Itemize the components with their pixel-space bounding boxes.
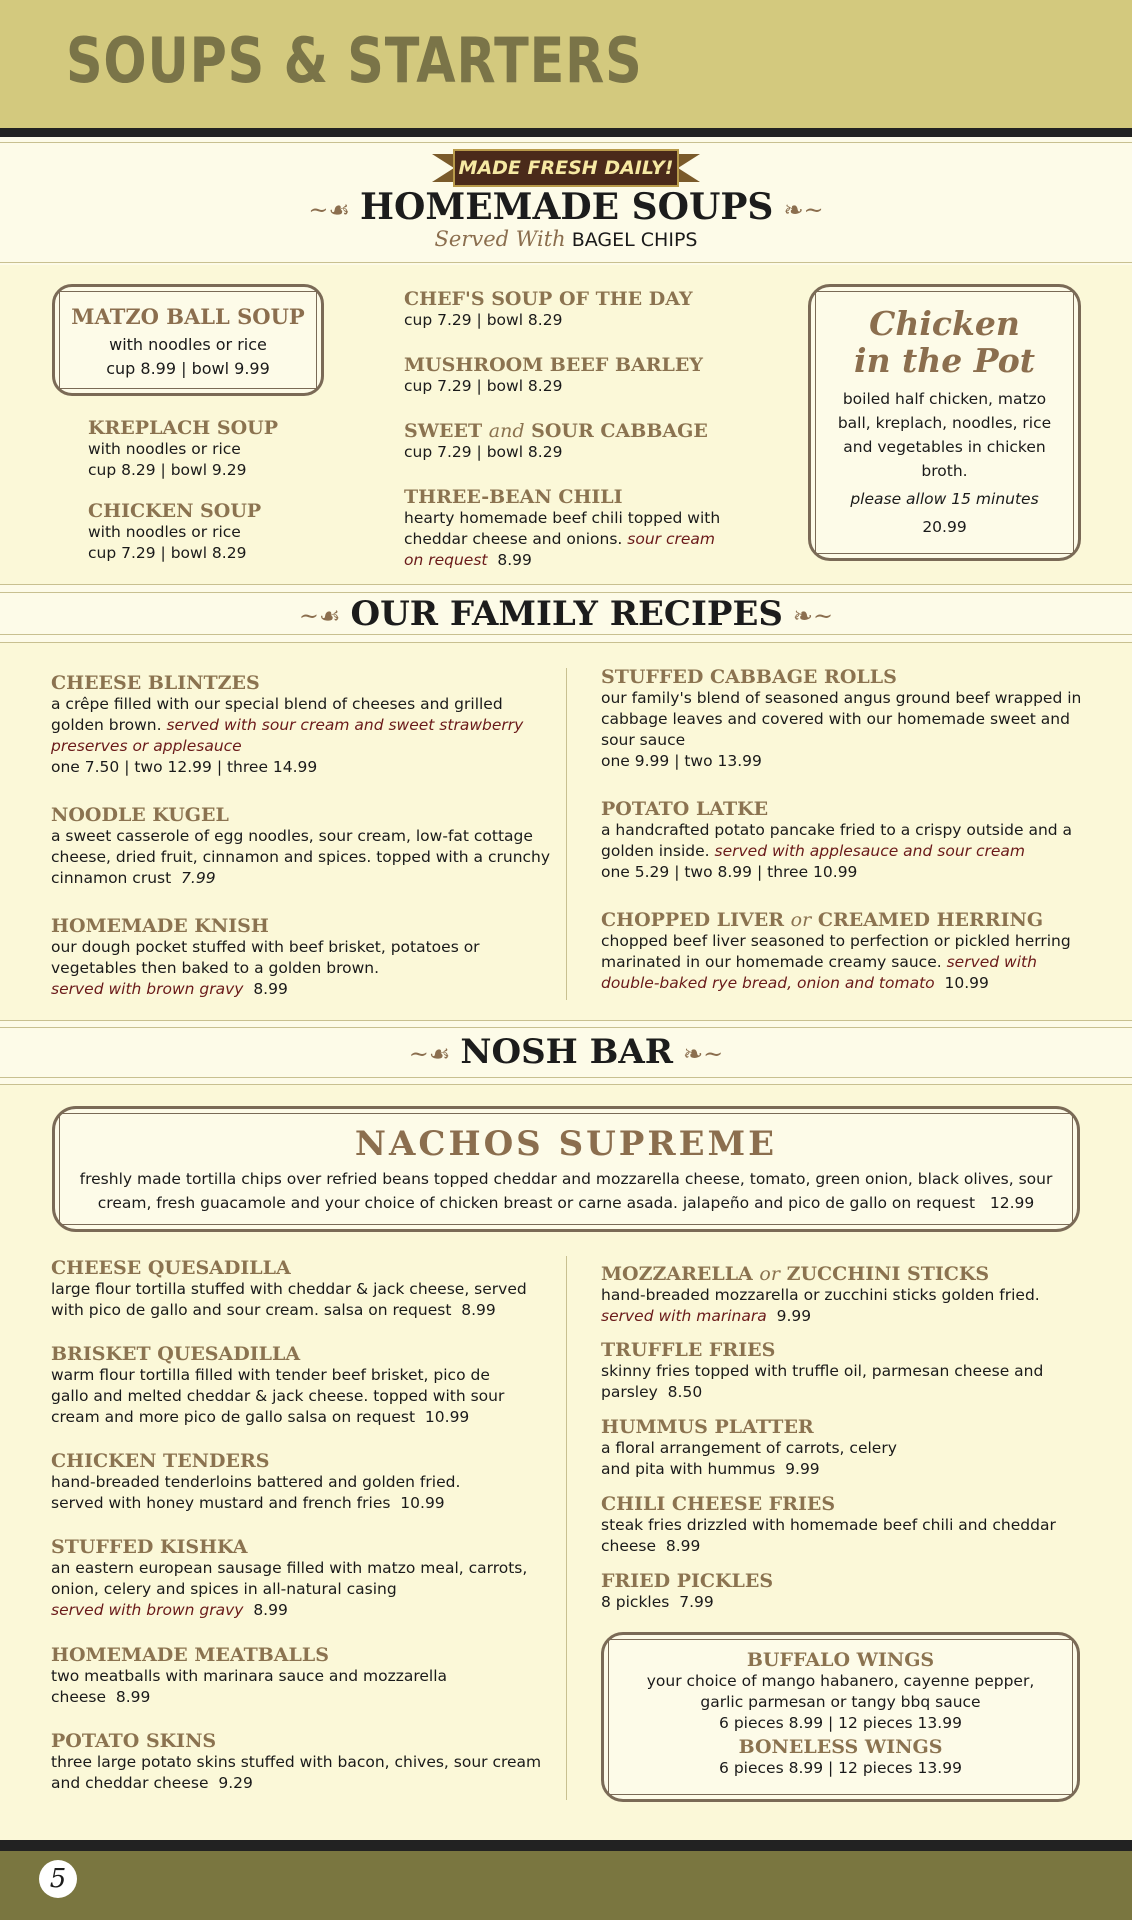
desc-text: steak fries drizzled with homemade beef chili and cheddar cheese xyxy=(601,1516,1056,1555)
desc-text: a handcrafted potato pancake fried to a crispy outside and a golden inside. xyxy=(601,821,1073,860)
item-price: one 9.99 | two 13.99 xyxy=(601,752,762,770)
name-part: CHOPPED LIVER xyxy=(601,909,785,931)
fried-pickles-item xyxy=(601,1570,1081,1613)
nachos-supreme-box xyxy=(52,1106,1080,1232)
item-name: STUFFED KISHKA xyxy=(51,1536,248,1558)
item-desc xyxy=(601,1515,1093,1557)
item-desc: with noodles or rice xyxy=(88,440,241,458)
item-name: CHICKEN TENDERS xyxy=(51,1450,270,1472)
name-joiner: or xyxy=(759,1263,780,1285)
item-name: BRISKET QUESADILLA xyxy=(51,1343,301,1365)
desc-text: hand-breaded tenderloins battered and golden fried. served with honey mustard and french fries xyxy=(51,1473,461,1512)
desc-text: three large potato skins stuffed with bacon, chives, sour cream and cheddar cheese xyxy=(51,1753,542,1792)
item-name: CHICKEN SOUP xyxy=(88,500,262,522)
desc-accent: served with brown gravy xyxy=(51,1601,244,1619)
divider xyxy=(0,1084,1132,1085)
desc-text: two meatballs with marinara sauce and mozzarella cheese xyxy=(51,1667,448,1706)
item-price: 8.99 xyxy=(461,1301,496,1319)
divider xyxy=(0,642,1132,643)
desc-accent: sour cream on request xyxy=(404,530,715,569)
desc-text: our dough pocket stuffed with beef brisket, potatoes or vegetables then baked to a golden brown. xyxy=(51,938,480,977)
divider xyxy=(0,592,1132,593)
chopped-liver-herring-item xyxy=(601,909,1093,994)
item-desc xyxy=(404,508,734,571)
item-price-line xyxy=(601,1306,1093,1327)
divider xyxy=(0,634,1132,635)
nosh-section-title xyxy=(0,1032,1132,1072)
matzo-desc: with noodles or rice xyxy=(109,335,267,354)
divider xyxy=(0,142,1132,143)
divider xyxy=(0,584,1132,585)
item-name: CHEESE QUESADILLA xyxy=(51,1257,291,1279)
item-price: 12.99 xyxy=(989,1194,1035,1212)
desc-text: skinny fries topped with truffle oil, parmesan cheese and parsley xyxy=(601,1362,1044,1401)
homemade-meatballs-item xyxy=(51,1644,471,1708)
item-price: 8.99 xyxy=(665,1537,701,1555)
desc-text: a floral arrangement of carrots, celery and pita with hummus xyxy=(601,1439,897,1478)
name-joiner: or xyxy=(790,909,812,931)
desc-text: a crêpe filled with our special blend of cheeses and grilled golden brown. xyxy=(51,695,503,734)
desc-text: chopped beef liver seasoned to perfection or pickled herring marinated in our homemade creamy sauce. xyxy=(601,932,1071,971)
item-price: one 7.50 | two 12.99 | three 14.99 xyxy=(51,758,318,776)
item-name: HOMEMADE MEATBALLS xyxy=(51,1644,329,1666)
item-name xyxy=(404,420,744,442)
item-price: 9.99 xyxy=(776,1307,812,1325)
item-price: 7.99 xyxy=(679,1593,714,1611)
item-desc xyxy=(51,1558,545,1621)
chefs-soup-item xyxy=(404,288,744,331)
mozzarella-zucchini-sticks-item xyxy=(601,1263,1093,1327)
desc-accent: served with applesauce and sour cream xyxy=(714,842,1025,860)
item-price: cup 7.29 | bowl 8.29 xyxy=(404,311,563,329)
family-section-title xyxy=(0,594,1132,634)
item-name: FRIED PICKLES xyxy=(601,1570,774,1592)
item-price: 9.99 xyxy=(785,1460,820,1478)
item-desc xyxy=(51,1365,521,1428)
footer-rule xyxy=(0,1840,1132,1851)
item-name: POTATO LATKE xyxy=(601,798,769,820)
item-price: 8.50 xyxy=(667,1383,703,1401)
item-name: KREPLACH SOUP xyxy=(88,417,278,439)
swash-right-icon: ❧~ xyxy=(792,602,834,630)
stuffed-cabbage-rolls-item xyxy=(601,666,1087,772)
item-desc xyxy=(601,931,1093,994)
pot-title-line2: in the Pot xyxy=(854,341,1035,380)
swash-right-icon: ❧~ xyxy=(783,196,824,224)
divider xyxy=(0,1020,1132,1021)
item-desc xyxy=(51,1279,545,1321)
item-price: 9.29 xyxy=(218,1774,253,1792)
name-part: SOUR CABBAGE xyxy=(531,420,708,442)
ribbon-label: MADE FRESH DAILY! xyxy=(458,157,674,179)
item-desc xyxy=(51,1472,471,1514)
item-price: 10.99 xyxy=(400,1494,445,1512)
item-price: cup 7.29 | bowl 8.29 xyxy=(404,377,563,395)
item-desc xyxy=(601,1592,1081,1613)
desc-text: 8 pickles xyxy=(601,1593,670,1611)
item-name: NOODLE KUGEL xyxy=(51,804,229,826)
item-name: TRUFFLE FRIES xyxy=(601,1339,776,1361)
item-price: cup 7.29 | bowl 8.29 xyxy=(404,443,563,461)
nosh-column-divider xyxy=(566,1256,567,1800)
divider xyxy=(0,262,1132,263)
item-price: 10.99 xyxy=(424,1408,470,1426)
page-title: SOUPS & STARTERS xyxy=(66,24,643,97)
pot-note: please allow 15 minutes xyxy=(850,490,1039,508)
swash-left-icon: ~☙ xyxy=(308,196,350,224)
matzo-price: cup 8.99 | bowl 9.99 xyxy=(106,359,270,378)
swash-left-icon: ~☙ xyxy=(298,602,341,630)
item-name: CHEESE BLINTZES xyxy=(51,672,260,694)
potato-skins-item xyxy=(51,1730,545,1794)
item-desc: hand-breaded mozzarella or zucchini sticks golden fried. xyxy=(601,1286,1040,1304)
desc-text: an eastern european sausage filled with matzo meal, carrots, onion, celery and spices in all-natural casing xyxy=(51,1559,528,1598)
desc-accent: served with double-baked rye bread, onion and tomato xyxy=(601,953,1037,992)
wings-price: 6 pieces 8.99 | 12 pieces 13.99 xyxy=(719,1714,962,1732)
soups-section-title xyxy=(0,186,1132,228)
item-desc xyxy=(51,694,545,757)
sweet-sour-cabbage-item xyxy=(404,420,744,463)
truffle-fries-item xyxy=(601,1339,1081,1403)
boneless-wings-name: BONELESS WINGS xyxy=(738,1736,943,1758)
header-rule xyxy=(0,128,1132,137)
chicken-in-the-pot-box xyxy=(808,284,1081,561)
pot-title-line1: Chicken xyxy=(869,304,1020,343)
item-desc xyxy=(601,1361,1081,1403)
family-column-divider xyxy=(566,668,567,1000)
desc-text: a sweet casserole of egg noodles, sour cream, low-fat cottage cheese, dried fruit, cinnamon and spices. topped with a crunchy cinnamon crust xyxy=(51,827,551,887)
wings-box xyxy=(601,1632,1080,1802)
desc-accent: served with marinara xyxy=(601,1307,767,1325)
item-price: 7.99 xyxy=(181,869,216,887)
potato-latke-item xyxy=(601,798,1093,883)
item-name: STUFFED CABBAGE ROLLS xyxy=(601,666,897,688)
pot-desc: boiled half chicken, matzo ball, kreplach, noodles, rice and vegetables in chicken broth. xyxy=(837,390,1052,480)
family-title-text: OUR FAMILY RECIPES xyxy=(350,594,783,634)
soups-title-text: HOMEMADE SOUPS xyxy=(359,186,774,228)
pot-price: 20.99 xyxy=(922,518,967,536)
served-with-script: Served With xyxy=(434,227,566,251)
desc-text: hearty homemade beef chili topped with cheddar cheese and onions. xyxy=(404,509,721,548)
footer-band xyxy=(0,1851,1132,1920)
hummus-platter-item xyxy=(601,1416,921,1480)
name-part: SWEET xyxy=(404,420,483,442)
wings-desc: your choice of mango habanero, cayenne pepper, garlic parmesan or tangy bbq sauce xyxy=(646,1672,1035,1711)
item-name: HUMMUS PLATTER xyxy=(601,1416,814,1438)
item-name: CHEF'S SOUP OF THE DAY xyxy=(404,288,693,310)
item-name: THREE-BEAN CHILI xyxy=(404,486,623,508)
served-with-line xyxy=(0,227,1132,251)
item-price: one 5.29 | two 8.99 | three 10.99 xyxy=(601,863,858,881)
item-price: cup 8.29 | bowl 9.29 xyxy=(88,461,247,479)
stuffed-kishka-item xyxy=(51,1536,545,1621)
matzo-ball-soup-box xyxy=(52,284,324,396)
wings-name: BUFFALO WINGS xyxy=(746,1649,935,1671)
boneless-wings-price: 6 pieces 8.99 | 12 pieces 13.99 xyxy=(719,1759,962,1777)
item-desc xyxy=(601,1438,921,1480)
desc-accent: served with sour cream and sweet strawberry preserves or applesauce xyxy=(51,716,524,755)
swash-left-icon: ~☙ xyxy=(408,1040,451,1068)
name-part: MOZZARELLA xyxy=(601,1263,753,1285)
item-name: HOMEMADE KNISH xyxy=(51,915,269,937)
desc-text: freshly made tortilla chips over refried beans topped cheddar and mozzarella cheese, tomato, green onion, black olives, sour cream, fresh guacamole and your choice of chicken breast or carne asada. jalapeño and pico de gallo on request xyxy=(79,1170,1053,1212)
item-desc xyxy=(51,1666,471,1708)
item-desc: with noodles or rice xyxy=(88,523,241,541)
item-price: 8.99 xyxy=(115,1688,151,1706)
cheese-blintzes-item xyxy=(51,672,545,778)
item-desc xyxy=(601,820,1093,862)
item-name xyxy=(601,1263,1093,1285)
item-price: 8.99 xyxy=(497,551,532,569)
nosh-title-text: NOSH BAR xyxy=(460,1032,673,1072)
chicken-tenders-item xyxy=(51,1450,471,1514)
nachos-name: NACHOS SUPREME xyxy=(354,1124,778,1164)
brisket-quesadilla-item xyxy=(51,1343,521,1428)
item-price: 8.99 xyxy=(253,1601,288,1619)
item-desc xyxy=(51,937,521,1000)
name-joiner: and xyxy=(488,420,525,442)
item-desc xyxy=(51,1752,545,1794)
desc-text: warm flour tortilla filled with tender beef brisket, pico de gallo and melted cheddar & jack cheese. topped with sour cream and more pico de gallo salsa on request xyxy=(51,1366,505,1426)
item-name: MUSHROOM BEEF BARLEY xyxy=(404,354,703,376)
name-part: ZUCCHINI STICKS xyxy=(786,1263,990,1285)
nachos-desc xyxy=(73,1167,1059,1215)
desc-accent: served with brown gravy xyxy=(51,980,244,998)
three-bean-chili-item xyxy=(404,486,734,571)
cheese-quesadilla-item xyxy=(51,1257,545,1321)
homemade-knish-item xyxy=(51,915,521,1000)
item-price: 10.99 xyxy=(944,974,989,992)
item-price: cup 7.29 | bowl 8.29 xyxy=(88,544,247,562)
item-desc xyxy=(51,826,551,889)
noodle-kugel-item xyxy=(51,804,551,889)
item-name xyxy=(601,909,1093,931)
served-with-text: BAGEL CHIPS xyxy=(571,229,698,251)
divider xyxy=(0,1077,1132,1078)
item-name: POTATO SKINS xyxy=(51,1730,217,1752)
matzo-name: MATZO BALL SOUP xyxy=(71,304,305,329)
item-desc: our family's blend of seasoned angus ground beef wrapped in cabbage leaves and covered with our homemade sweet and sour sauce xyxy=(601,689,1082,749)
chili-cheese-fries-item xyxy=(601,1493,1093,1557)
item-name: CHILI CHEESE FRIES xyxy=(601,1493,836,1515)
divider xyxy=(0,1027,1132,1028)
chicken-soup-item xyxy=(88,500,348,564)
desc-text: large flour tortilla stuffed with cheddar & jack cheese, served with pico de gallo and sour cream. salsa on request xyxy=(51,1280,527,1319)
page-number: 5 xyxy=(39,1860,77,1898)
item-price: 8.99 xyxy=(253,980,288,998)
mushroom-barley-item xyxy=(404,354,744,397)
kreplach-soup-item xyxy=(88,417,348,481)
name-part: CREAMED HERRING xyxy=(817,909,1044,931)
swash-right-icon: ❧~ xyxy=(683,1040,724,1068)
